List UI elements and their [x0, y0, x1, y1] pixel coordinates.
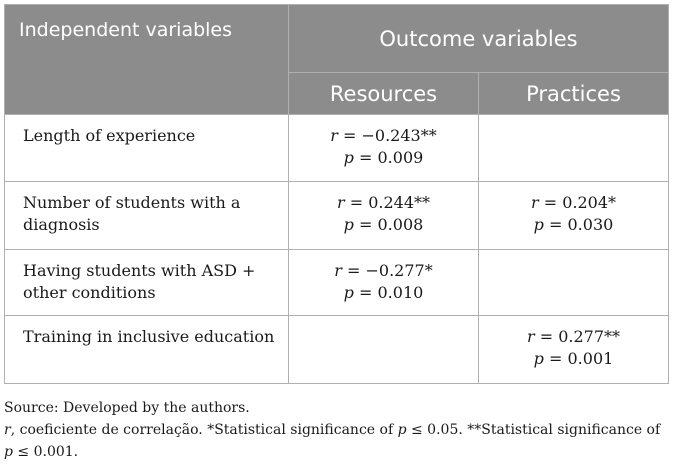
- practices-cell: [479, 316, 669, 384]
- p-stat: p = 0.010: [343, 283, 424, 302]
- table-footnotes: [4, 397, 668, 463]
- p-stat: p = 0.030: [533, 215, 614, 234]
- table-row: [5, 316, 669, 384]
- p-stat: p = 0.001: [533, 349, 614, 368]
- r-stat: r = −0.277*: [334, 261, 433, 280]
- p-stat: p = 0.008: [343, 215, 424, 234]
- header-practices: Practices: [479, 73, 669, 115]
- resources-cell: [289, 182, 479, 250]
- row-label: Having students with ASD + other conditions: [5, 250, 289, 316]
- source-note: Source: Developed by the authors.: [4, 400, 250, 416]
- significance-note: r, coeficiente de correlação. *Statistical significance of p ≤ 0.05. **Statistical significance of p ≤ 0.001.: [4, 422, 661, 460]
- table-row: [5, 182, 669, 250]
- header-outcome-variables: Outcome variables: [289, 5, 669, 73]
- practices-cell: [479, 115, 669, 182]
- table-row: [5, 115, 669, 182]
- practices-cell: [479, 182, 669, 250]
- header-independent-variables: Independent variables: [5, 5, 289, 115]
- r-stat: r = 0.244**: [336, 193, 431, 212]
- correlation-table: [4, 4, 669, 384]
- resources-cell: [289, 250, 479, 316]
- practices-cell: [479, 250, 669, 316]
- r-stat: r = 0.204*: [530, 193, 617, 212]
- p-stat: p = 0.009: [343, 148, 424, 167]
- r-stat: r = −0.243**: [330, 126, 437, 145]
- row-label: Length of experience: [5, 115, 289, 182]
- header-resources: Resources: [289, 73, 479, 115]
- correlation-table-container: [4, 4, 668, 384]
- resources-cell: [289, 115, 479, 182]
- resources-cell: [289, 316, 479, 384]
- row-label: Number of students with a diagnosis: [5, 182, 289, 250]
- row-label: Training in inclusive education: [5, 316, 289, 384]
- r-stat: r = 0.277**: [526, 327, 621, 346]
- table-row: [5, 250, 669, 316]
